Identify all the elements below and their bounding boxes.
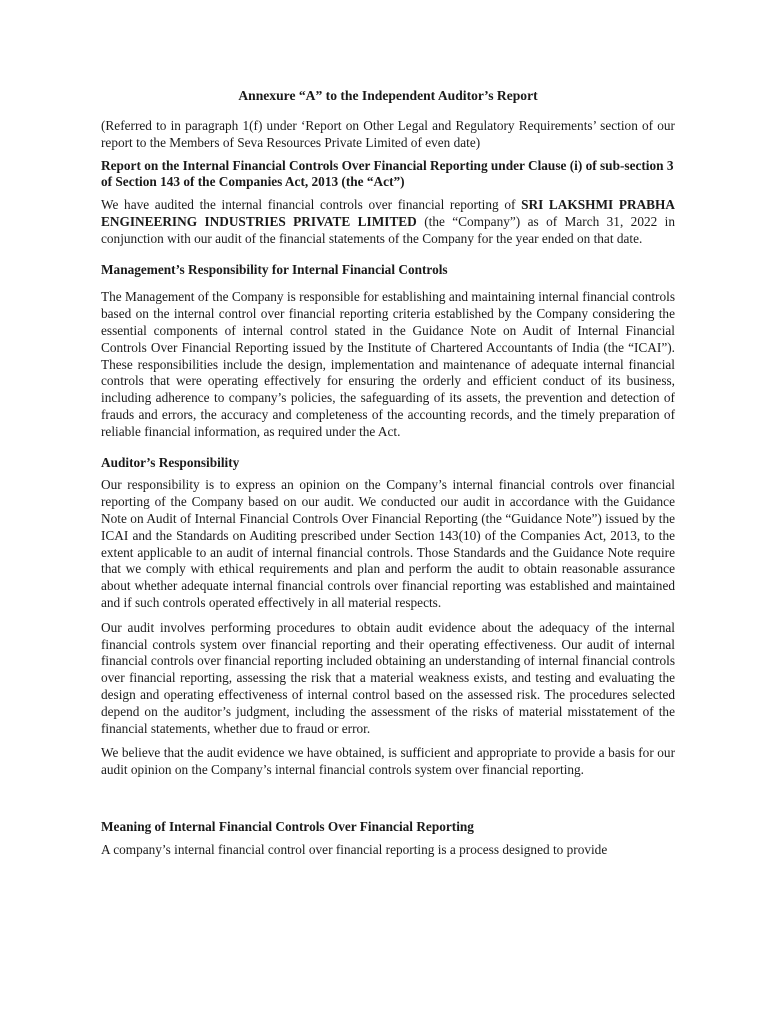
section-heading-auditor: Auditor’s Responsibility: [101, 454, 240, 470]
document-title: Annexure “A” to the Independent Auditor’s Report: [238, 88, 538, 103]
auditor-paragraph-3: We believe that the audit evidence we have obtained, is sufficient and appropriate to provide a basis for our audit opinion on the Company’s internal financial controls system over financial reporting.: [101, 745, 675, 778]
audit-statement-paragraph: [101, 197, 675, 247]
section-heading-meaning: Meaning of Internal Financial Controls Over Financial Reporting: [101, 818, 474, 834]
intro-paragraph: (Referred to in paragraph 1(f) under ‘Report on Other Legal and Regulatory Requirements’ section of our report to the Members of Seva Resources Private Limited of even date): [101, 118, 675, 150]
auditor-paragraph-1: Our responsibility is to express an opinion on the Company’s internal financial controls over financial reporting of the Company based on our audit. We conducted our audit in accordance with the Guidance Note on Audit of Internal Financial Controls Over Financial Reporting (the “Guidance Note”) issued by the ICAI and the Standards on Auditing prescribed under Section 143(10) of the Companies Act, 2013, to the extent applicable to an audit of internal financial controls. Those Standards and the Guidance Note require that we comply with ethical requirements and plan and perform the audit to obtain reasonable assurance about whether adequate internal financial controls over financial reporting was established and maintained and if such controls operated effectively in all material respects.: [101, 477, 675, 610]
report-heading: Report on the Internal Financial Controls Over Financial Reporting under Clause (i) of sub-section 3 of Section 143 of the Companies Act, 2013 (the “Act”): [101, 157, 674, 190]
audit-statement-suffix: (the “Company”) as of March 31, 2022 in conjunction with our audit of the financial statements of the Company for the year ended on that date.: [101, 213, 676, 246]
audit-statement-prefix: We have audited the internal financial controls over financial reporting of: [101, 197, 522, 213]
document-page: [101, 88, 675, 858]
company-name: SRI LAKSHMI PRABHA ENGINEERING INDUSTRIES PRIVATE LIMITED: [101, 197, 675, 229]
meaning-paragraph: A company’s internal financial control over financial reporting is a process designed to provide: [101, 841, 608, 857]
section-heading-management: Management’s Responsibility for Internal Financial Controls: [101, 261, 448, 277]
management-paragraph: The Management of the Company is responsible for establishing and maintaining internal financial controls based on the internal control over financial reporting criteria established by the Company considering the essential components of internal control stated in the Guidance Note on Audit of Internal Financial Controls Over Financial Reporting issued by the Institute of Chartered Accountants of India (the “ICAI”). These responsibilities include the design, implementation and maintenance of adequate internal financial controls that were operating effectively for ensuring the orderly and efficient conduct of its business, including adherence to company’s policies, the safeguarding of its assets, the prevention and detection of frauds and errors, the accuracy and completeness of the accounting records, and the timely preparation of reliable financial information, as required under the Act.: [101, 289, 675, 439]
auditor-paragraph-2: Our audit involves performing procedures to obtain audit evidence about the adequacy of the internal financial controls system over financial reporting and their operating effectiveness. Our audit of internal financial controls over financial reporting included obtaining an understanding of internal financial controls over financial reporting, assessing the risk that a material weakness exists, and testing and evaluating the design and operating effectiveness of internal control based on the assessed risk. The procedures selected depend on the auditor’s judgment, including the assessment of the risks of material misstatement of the financial statements, whether due to fraud or error.: [101, 619, 675, 736]
